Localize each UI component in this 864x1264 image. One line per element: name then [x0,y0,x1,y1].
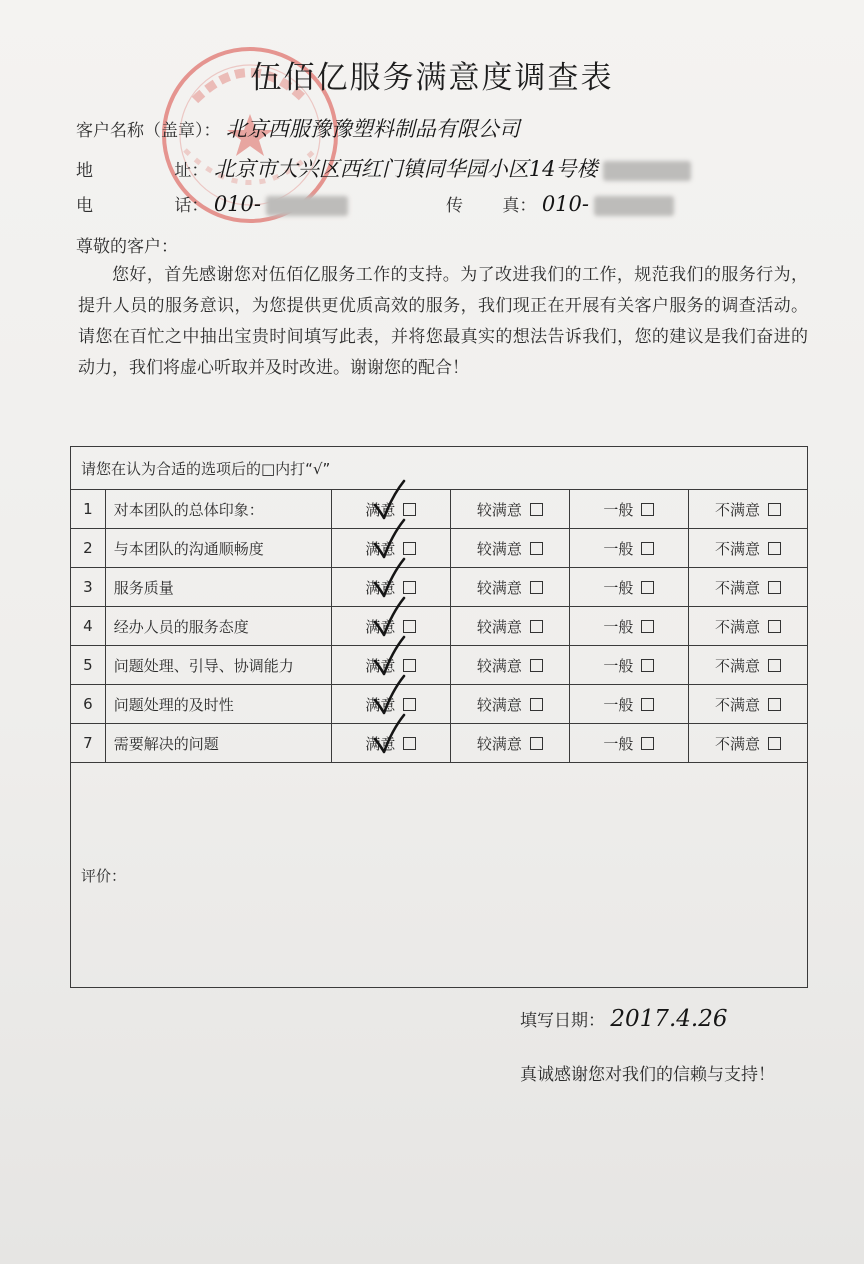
checkbox[interactable] [530,659,543,672]
option-label: 不满意 [714,656,760,675]
option-label: 较满意 [476,500,522,519]
customer-name-value: 北京西服豫豫塑料制品有限公司 [225,117,520,141]
option-cell[interactable] [450,724,569,763]
option-label: 不满意 [714,695,760,714]
row-number: 4 [71,607,106,646]
checkbox[interactable] [641,581,654,594]
checkmark-icon [370,478,410,522]
option-label: 不满意 [714,539,760,558]
intro-paragraph: 您好，首先感谢您对伍佰亿服务工作的支持。为了改进我们的工作，规范我们的服务行为，提升人员的服务意识，为您提供更优质高效的服务，我们现正在开展有关客户服务的调查活动。请您在百忙之中抽出宝贵时间填写此表，并将您最真实的想法告诉我们，您的建议是我们奋进的动力，我们将虚心听取并及时改进。谢谢您的配合！ [78,265,808,378]
option-label: 一般 [603,539,634,558]
option-label: 满意 [365,734,396,753]
checkbox[interactable] [530,620,543,633]
option-label: 一般 [603,500,634,519]
option-label: 一般 [603,656,634,675]
question-text: 问题处理、引导、协调能力 [105,646,331,685]
survey-table [70,446,808,988]
checkbox[interactable] [768,542,781,555]
redacted-fax [594,196,674,216]
option-label: 不满意 [714,578,760,597]
checkmark-icon [370,517,410,561]
option-label: 较满意 [476,734,522,753]
address-label-char1: 地 [76,161,93,181]
customer-name-label: 客户名称（盖章）： [76,121,221,141]
option-label: 较满意 [476,695,522,714]
checkbox[interactable] [768,581,781,594]
closing-text: 真诚感谢您对我们的信赖与支持！ [520,1065,775,1085]
option-label: 不满意 [714,500,760,519]
option-label: 满意 [365,617,396,636]
option-label: 较满意 [476,539,522,558]
checkbox[interactable] [768,503,781,516]
checkbox[interactable] [530,737,543,750]
checkbox[interactable] [768,659,781,672]
option-cell[interactable] [569,646,688,685]
checkmark-icon [370,556,410,600]
fill-date-value: 2017.4.26 [610,1006,728,1032]
option-label: 一般 [603,617,634,636]
row-number: 3 [71,568,106,607]
survey-row [71,724,808,763]
question-text: 对本团队的总体印象： [105,490,331,529]
option-label: 满意 [365,656,396,675]
phone-value: 010- [213,192,261,216]
option-cell[interactable] [450,568,569,607]
option-label: 满意 [365,539,396,558]
question-text: 与本团队的沟通顺畅度 [105,529,331,568]
row-number: 2 [71,529,106,568]
address-label-char2: 址： [174,161,209,181]
instruction-text: 请您在认为合适的选项后的□内打“√” [71,447,808,490]
fax-label-char1: 传 [446,196,463,216]
fax-value: 010- [541,192,589,216]
option-cell[interactable] [688,490,807,529]
checkmark-icon [370,634,410,678]
checkbox[interactable] [641,737,654,750]
phone-row [76,191,348,216]
fax-row [446,191,674,216]
checkbox[interactable] [641,542,654,555]
checkbox[interactable] [530,698,543,711]
option-cell[interactable] [688,568,807,607]
comment-area[interactable] [71,763,808,988]
option-cell[interactable] [569,724,688,763]
phone-label-char1: 电 [76,196,93,216]
option-label: 满意 [365,695,396,714]
option-label: 满意 [365,578,396,597]
phone-label-char2: 话： [174,196,209,216]
checkbox[interactable] [768,620,781,633]
fill-date-row [520,1006,727,1032]
address-row [76,153,691,183]
option-cell[interactable] [569,568,688,607]
row-number: 1 [71,490,106,529]
option-cell[interactable] [331,724,450,763]
option-label: 不满意 [714,734,760,753]
option-cell[interactable] [569,529,688,568]
checkbox[interactable] [641,698,654,711]
checkmark-icon [370,595,410,639]
checkbox[interactable] [768,737,781,750]
checkbox[interactable] [530,503,543,516]
checkbox[interactable] [530,542,543,555]
redacted-phone [266,196,348,216]
question-text: 服务质量 [105,568,331,607]
option-cell[interactable] [688,607,807,646]
option-cell[interactable] [688,646,807,685]
redacted-address [603,161,691,181]
address-value: 北京市大兴区西红门镇同华园小区14号楼 [213,157,598,181]
option-cell[interactable] [569,490,688,529]
question-text: 经办人员的服务态度 [105,607,331,646]
option-cell[interactable] [450,529,569,568]
option-label: 较满意 [476,617,522,636]
checkbox[interactable] [641,659,654,672]
survey-row [71,490,808,529]
option-cell[interactable] [688,685,807,724]
fill-date-label: 填写日期： [520,1011,605,1031]
page-title: 伍佰亿服务满意度调查表 [250,60,614,96]
checkbox[interactable] [768,698,781,711]
checkbox[interactable] [530,581,543,594]
option-cell[interactable] [569,685,688,724]
checkmark-icon [370,712,410,756]
comment-row [71,763,808,988]
option-label: 一般 [603,695,634,714]
row-number: 6 [71,685,106,724]
instruction-row [71,447,808,490]
checkmark-icon [370,673,410,717]
option-cell[interactable] [450,685,569,724]
survey-row [71,529,808,568]
option-cell[interactable] [450,490,569,529]
question-text: 需要解决的问题 [105,724,331,763]
option-cell[interactable] [569,607,688,646]
checkbox[interactable] [641,620,654,633]
comment-label: 评价： [81,866,127,885]
survey-row [71,607,808,646]
survey-row [71,646,808,685]
option-cell[interactable] [688,529,807,568]
customer-name-row [76,113,520,143]
survey-row [71,568,808,607]
option-label: 一般 [603,578,634,597]
greeting: 尊敬的客户： [76,237,178,257]
option-label: 较满意 [476,656,522,675]
option-label: 较满意 [476,578,522,597]
row-number: 7 [71,724,106,763]
survey-row [71,685,808,724]
question-text: 问题处理的及时性 [105,685,331,724]
option-label: 不满意 [714,617,760,636]
option-cell[interactable] [450,607,569,646]
option-label: 满意 [365,500,396,519]
option-cell[interactable] [450,646,569,685]
fax-label-char2: 真： [502,196,537,216]
row-number: 5 [71,646,106,685]
checkbox[interactable] [641,503,654,516]
option-label: 一般 [603,734,634,753]
option-cell[interactable] [688,724,807,763]
